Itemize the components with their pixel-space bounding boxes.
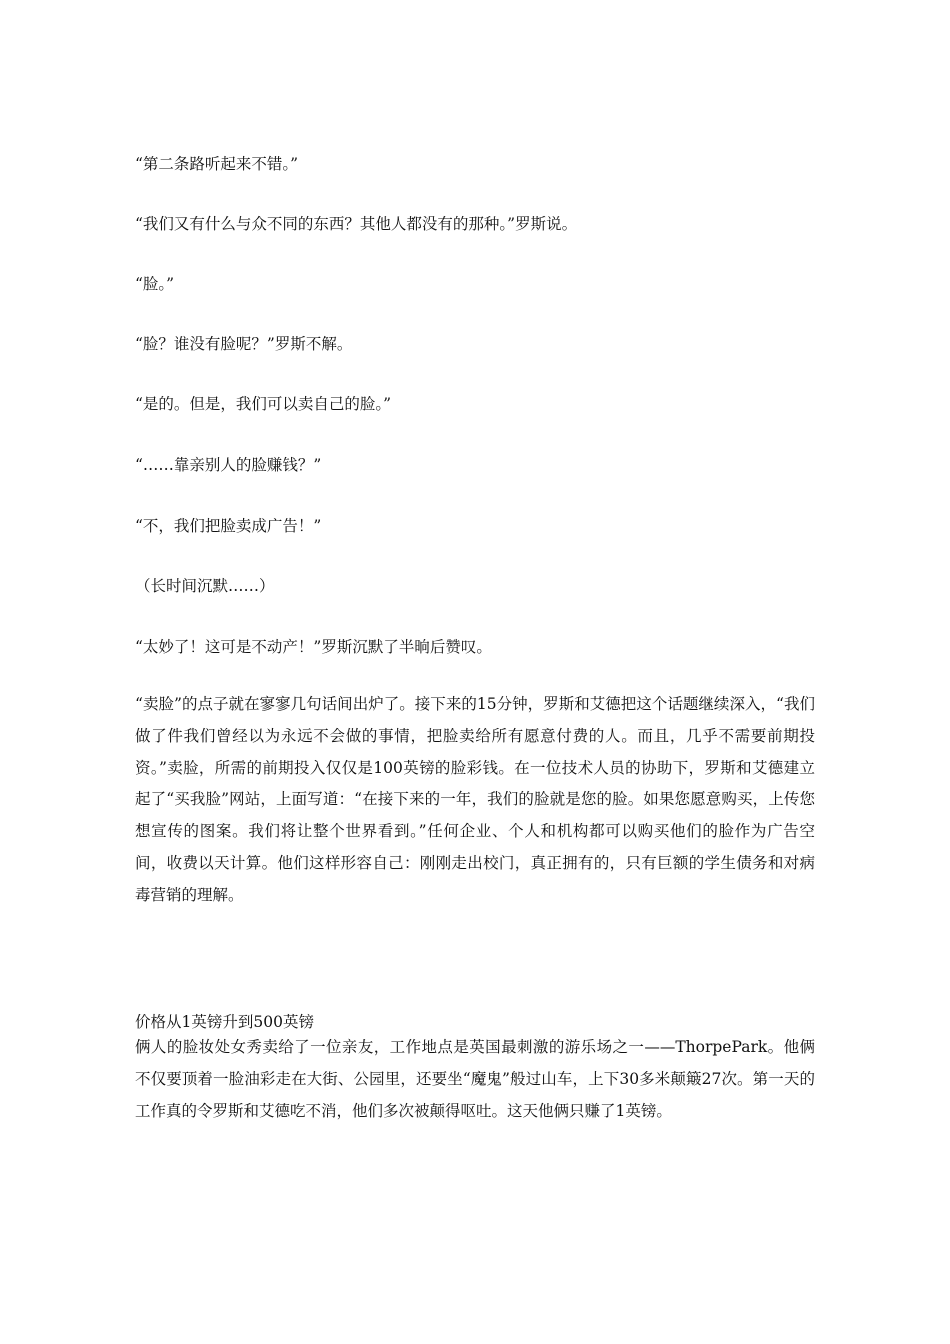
dialogue-line-1: “第二条路听起来不错。” — [135, 155, 299, 173]
dialogue-line-7: “不，我们把脸卖成广告！” — [135, 517, 322, 535]
dialogue-line-2: “我们又有什么与众不同的东西？其他人都没有的那种。”罗斯说。 — [135, 215, 578, 233]
dialogue-line-9: “太妙了！这可是不动产！”罗斯沉默了半晌后赞叹。 — [135, 638, 492, 656]
dialogue-line-5: “是的。但是，我们可以卖自己的脸。” — [135, 395, 392, 413]
dialogue-line-6: “……靠亲别人的脸赚钱？” — [135, 456, 322, 474]
section-subheading: 价格从1英镑升到500英镑 — [135, 1013, 314, 1031]
dialogue-line-4: “脸？谁没有脸呢？”罗斯不解。 — [135, 335, 353, 353]
body-paragraph-2: 俩人的脸妆处女秀卖给了一位亲友，工作地点是英国最刺激的游乐场之一——ThorpePark。他俩不仅要顶着一脸油彩走在大街、公园里，还要坐“魔鬼”般过山车，上下30多米颠簸27次。第一天的工作真的令罗斯和艾德吃不消，他们多次被颠得呕吐。这天他俩只赚了1英镑。 — [135, 1038, 815, 1120]
dialogue-line-3: “脸。” — [135, 275, 175, 293]
body-paragraph-1: “卖脸”的点子就在寥寥几句话间出炉了。接下来的15分钟，罗斯和艾德把这个话题继续深入，“我们做了件我们曾经以为永远不会做的事情，把脸卖给所有愿意付费的人。而且，几乎不需要前期投资。”卖脸，所需的前期投入仅仅是100英镑的脸彩钱。在一位技术人员的协助下，罗斯和艾德建立起了“买我脸”网站，上面写道：“在接下来的一年，我们的脸就是您的脸。如果您愿意购买，上传您想宣传的图案。我们将让整个世界看到。”任何企业、个人和机构都可以购买他们的脸作为广告空间，收费以天计算。他们这样形容自己：刚刚走出校门，真正拥有的，只有巨额的学生债务和对病毒营销的理解。 — [135, 695, 815, 904]
dialogue-line-8: （长时间沉默……） — [135, 577, 275, 595]
